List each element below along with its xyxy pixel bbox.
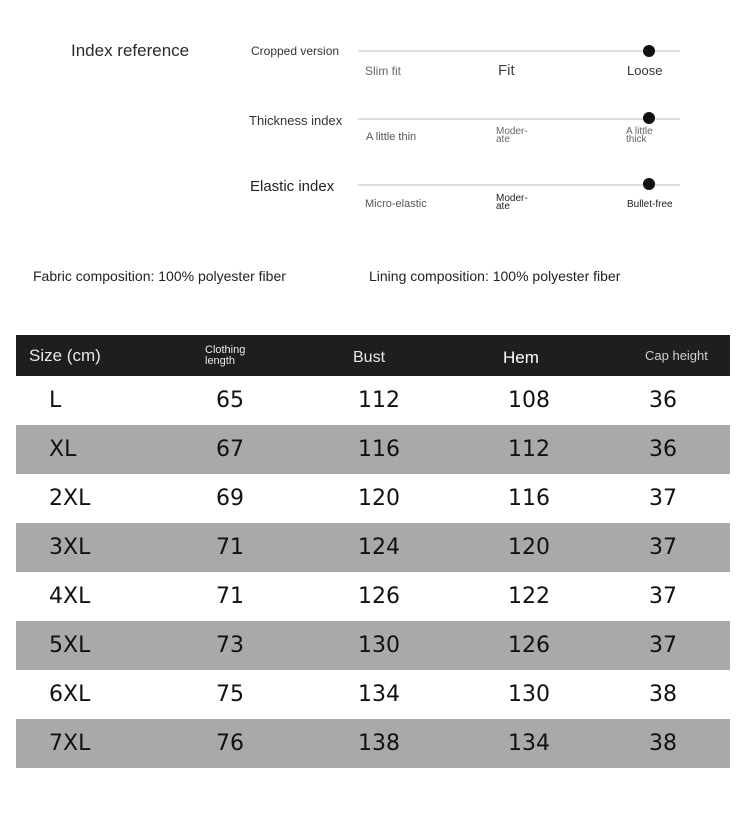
cell-cap-height: 37	[649, 584, 677, 609]
cell-bust: 112	[358, 388, 400, 413]
header-hem: Hem	[503, 347, 539, 367]
cell-hem: 122	[508, 584, 550, 609]
option-bullet-free: Bullet-free	[627, 199, 673, 210]
size-table-header	[16, 335, 730, 376]
cell-clothing-length: 65	[216, 388, 244, 413]
option-fit: Fit	[498, 62, 515, 79]
elastic-index-knob	[643, 178, 655, 190]
header-size: Size (cm)	[29, 345, 101, 365]
cell-size: 5XL	[49, 633, 91, 658]
size-table	[16, 335, 730, 768]
table-row	[16, 670, 730, 719]
cell-clothing-length: 76	[216, 731, 244, 756]
lining-composition: Lining composition: 100% polyester fiber	[369, 268, 621, 284]
cropped-version-knob	[643, 45, 655, 57]
elastic-index-label: Elastic index	[250, 178, 335, 195]
option-a-little-thin: A little thin	[366, 131, 417, 143]
elastic-index-track	[358, 184, 680, 186]
cell-clothing-length: 75	[216, 682, 244, 707]
cell-bust: 120	[358, 486, 400, 511]
cell-hem: 130	[508, 682, 550, 707]
option-micro-elastic: Micro-elastic	[365, 198, 427, 210]
table-row	[16, 621, 730, 670]
header-bust: Bust	[353, 348, 386, 366]
cell-bust: 116	[358, 437, 400, 462]
cell-size: L	[49, 388, 62, 413]
cell-bust: 124	[358, 535, 400, 560]
cell-clothing-length: 71	[216, 535, 244, 560]
table-row	[16, 425, 730, 474]
cell-bust: 138	[358, 731, 400, 756]
header-cap-height: Cap height	[645, 348, 708, 363]
cell-cap-height: 37	[649, 535, 677, 560]
cell-clothing-length: 71	[216, 584, 244, 609]
cell-cap-height: 38	[649, 682, 677, 707]
cell-clothing-length: 67	[216, 437, 244, 462]
cell-clothing-length: 73	[216, 633, 244, 658]
thickness-index-label: Thickness index	[249, 113, 343, 128]
cell-hem: 134	[508, 731, 550, 756]
cropped-version-track	[358, 50, 680, 52]
cell-bust: 134	[358, 682, 400, 707]
option-slim-fit: Slim fit	[365, 64, 401, 78]
table-row	[16, 376, 730, 425]
cell-size: 6XL	[49, 682, 91, 707]
cell-clothing-length: 69	[216, 486, 244, 511]
option-moderate-elastic: Moder-ate	[496, 193, 528, 212]
header-clothing-length: Clothing length	[205, 343, 246, 367]
table-row	[16, 474, 730, 523]
index-reference-title: Index reference	[71, 41, 190, 60]
cell-size: 2XL	[49, 486, 91, 511]
cell-size: XL	[49, 437, 77, 462]
cropped-version-label: Cropped version	[251, 44, 340, 58]
cell-hem: 116	[508, 486, 550, 511]
cell-hem: 108	[508, 388, 550, 413]
table-row	[16, 572, 730, 621]
cell-hem: 120	[508, 535, 550, 560]
cell-cap-height: 36	[649, 388, 677, 413]
size-table-body	[16, 376, 730, 768]
option-loose: Loose	[627, 63, 663, 78]
cell-hem: 126	[508, 633, 550, 658]
cell-cap-height: 36	[649, 437, 677, 462]
cell-size: 7XL	[49, 731, 91, 756]
fabric-composition: Fabric composition: 100% polyester fiber	[33, 268, 286, 284]
thickness-index-knob	[643, 112, 655, 124]
cell-cap-height: 38	[649, 731, 677, 756]
thickness-index-track	[358, 118, 680, 120]
cell-size: 3XL	[49, 535, 91, 560]
cell-bust: 126	[358, 584, 400, 609]
option-a-little-thick: A little thick	[626, 126, 653, 145]
cell-hem: 112	[508, 437, 550, 462]
cell-bust: 130	[358, 633, 400, 658]
cell-cap-height: 37	[649, 633, 677, 658]
table-row	[16, 719, 730, 768]
cell-cap-height: 37	[649, 486, 677, 511]
option-moderate-thickness: Moder-ate	[496, 126, 528, 145]
cell-size: 4XL	[49, 584, 91, 609]
table-row	[16, 523, 730, 572]
